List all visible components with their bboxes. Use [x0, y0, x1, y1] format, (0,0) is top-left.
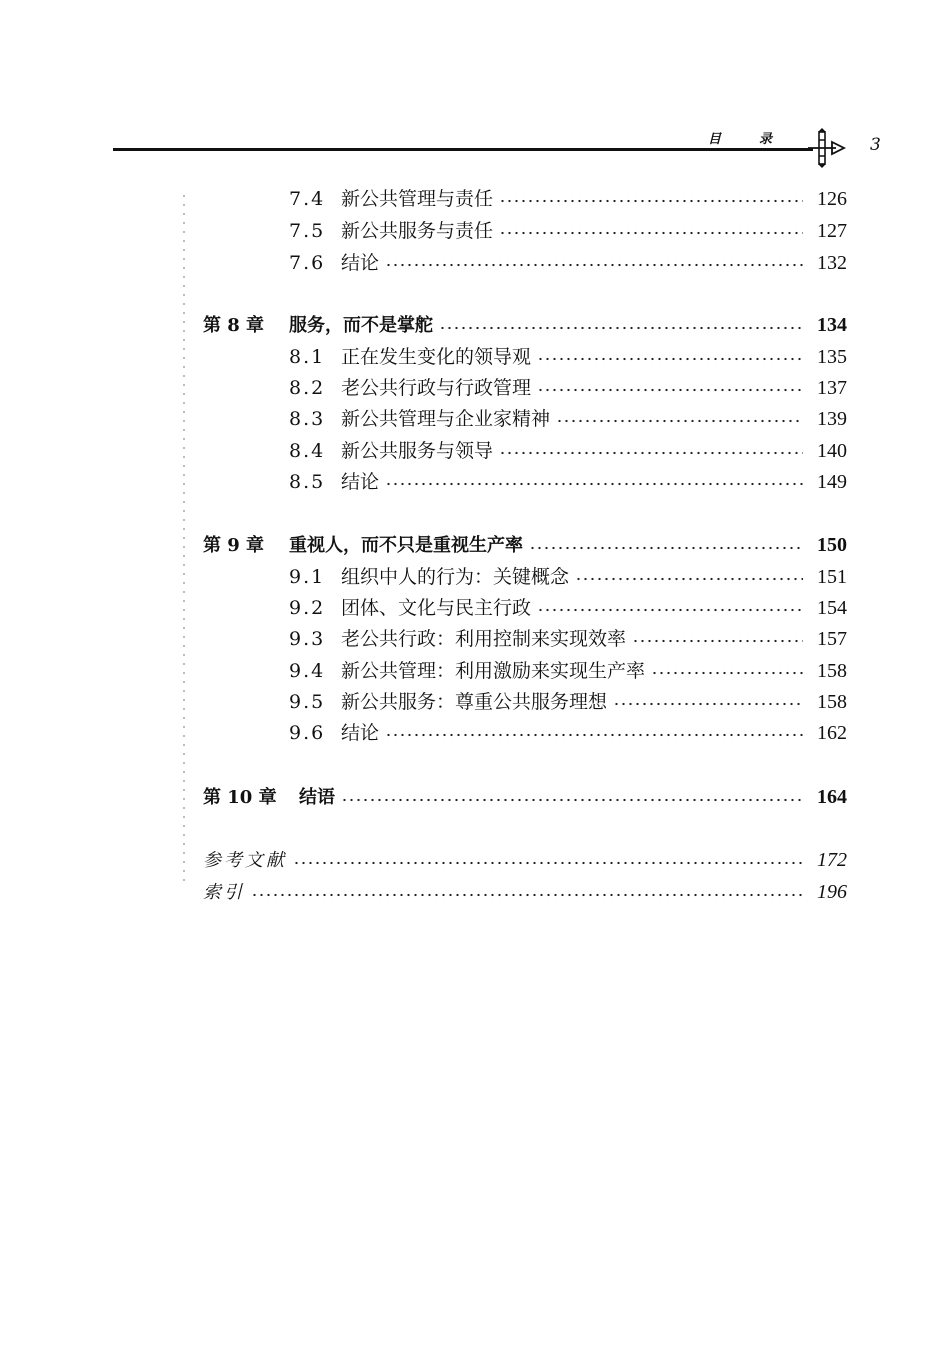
page-ref: 196 — [817, 881, 847, 903]
section-title: 结论 — [341, 252, 380, 274]
leader-dots — [556, 419, 803, 423]
section-title: 新公共服务：尊重公共服务理想 — [341, 691, 608, 713]
leader-dots — [251, 893, 803, 897]
back-matter-title: 参考文献 — [203, 850, 287, 871]
leader-dots — [385, 263, 803, 267]
page-ref: 151 — [817, 566, 847, 588]
section-title: 结论 — [341, 722, 380, 744]
section-number: 7.6 — [289, 252, 326, 274]
header-rule — [113, 148, 813, 151]
page-ref: 164 — [817, 786, 847, 808]
section-number: 7.4 — [289, 188, 326, 210]
leader-dots — [341, 798, 803, 802]
toc-index[interactable] — [203, 880, 847, 905]
section-title: 组织中人的行为：关键概念 — [341, 566, 570, 588]
leader-dots — [613, 702, 803, 706]
section-title: 正在发生变化的领导观 — [341, 346, 532, 368]
compass-ornament-icon — [806, 128, 846, 168]
leader-dots — [651, 671, 803, 675]
page-ref: 172 — [817, 849, 847, 871]
section-title: 新公共管理与责任 — [341, 188, 494, 210]
leader-dots — [537, 608, 803, 612]
toc-chapter-8[interactable] — [203, 313, 847, 338]
margin-guide — [183, 195, 185, 885]
section-number: 8.4 — [289, 440, 326, 462]
chapter-title: 重视人，而不只是重视生产率 — [289, 535, 523, 556]
page-ref: 139 — [817, 408, 847, 430]
section-number: 9.3 — [289, 628, 326, 650]
page-ref: 157 — [817, 628, 847, 650]
page-ref: 126 — [817, 188, 847, 210]
page-ref: 140 — [817, 440, 847, 462]
page-ref: 137 — [817, 377, 847, 399]
leader-dots — [293, 861, 803, 865]
section-number: 9.2 — [289, 597, 326, 619]
toc-chapter-10[interactable] — [203, 785, 847, 810]
section-number: 7.5 — [289, 220, 326, 242]
section-number: 9.6 — [289, 722, 326, 744]
chapter-label: 第 10 章 — [203, 787, 277, 808]
leader-dots — [439, 326, 803, 330]
page-ref: 132 — [817, 252, 847, 274]
leader-dots — [537, 357, 803, 361]
leader-dots — [499, 199, 803, 203]
toc-entry[interactable] — [289, 376, 847, 400]
section-title: 结论 — [341, 471, 380, 493]
section-number: 9.1 — [289, 566, 326, 588]
page-number: 3 — [870, 135, 881, 155]
leader-dots — [537, 388, 803, 392]
chapter-title: 结语 — [299, 787, 335, 808]
leader-dots — [632, 639, 803, 643]
page-ref: 162 — [817, 722, 847, 744]
section-number: 8.5 — [289, 471, 326, 493]
leader-dots — [499, 451, 803, 455]
toc-entry[interactable] — [289, 627, 847, 651]
toc-entry[interactable] — [289, 659, 847, 683]
section-number: 8.1 — [289, 346, 326, 368]
leader-dots — [385, 482, 803, 486]
page-ref: 154 — [817, 597, 847, 619]
back-matter-title: 索引 — [203, 882, 245, 903]
toc-entry[interactable] — [289, 690, 847, 714]
page-ref: 149 — [817, 471, 847, 493]
toc-entry[interactable] — [289, 470, 847, 494]
toc-chapter-9[interactable] — [203, 533, 847, 558]
page-ref: 158 — [817, 691, 847, 713]
leader-dots — [529, 546, 803, 550]
chapter-label: 第 9 章 — [203, 535, 265, 556]
running-header — [708, 128, 772, 147]
toc-references[interactable] — [203, 848, 847, 873]
section-title: 团体、文化与民主行政 — [341, 597, 532, 619]
section-number: 9.5 — [289, 691, 326, 713]
section-title: 老公共行政与行政管理 — [341, 377, 532, 399]
section-title: 新公共服务与责任 — [341, 220, 494, 242]
page-ref: 150 — [817, 534, 847, 556]
toc-entry[interactable] — [289, 565, 847, 589]
page-ref: 158 — [817, 660, 847, 682]
chapter-label: 第 8 章 — [203, 315, 265, 336]
section-title: 老公共行政：利用控制来实现效率 — [341, 628, 627, 650]
toc-entry[interactable] — [289, 721, 847, 745]
header-title-part2: 录 — [759, 132, 773, 147]
toc-entry[interactable] — [289, 596, 847, 620]
leader-dots — [575, 577, 803, 581]
section-title: 新公共管理：利用激励来实现生产率 — [341, 660, 646, 682]
toc-entry[interactable] — [289, 187, 847, 211]
leader-dots — [499, 231, 803, 235]
toc-entry[interactable] — [289, 439, 847, 463]
toc-entry[interactable] — [289, 345, 847, 369]
toc-entry[interactable] — [289, 407, 847, 431]
page-ref: 135 — [817, 346, 847, 368]
leader-dots — [385, 733, 803, 737]
section-title: 新公共管理与企业家精神 — [341, 408, 551, 430]
toc-entry[interactable] — [289, 251, 847, 275]
page-ref: 134 — [817, 314, 847, 336]
section-title: 新公共服务与领导 — [341, 440, 494, 462]
section-number: 8.3 — [289, 408, 326, 430]
section-number: 8.2 — [289, 377, 326, 399]
chapter-title: 服务，而不是掌舵 — [289, 315, 433, 336]
header-title-part1: 目 — [708, 132, 722, 147]
section-number: 9.4 — [289, 660, 326, 682]
toc-entry[interactable] — [289, 219, 847, 243]
page-ref: 127 — [817, 220, 847, 242]
